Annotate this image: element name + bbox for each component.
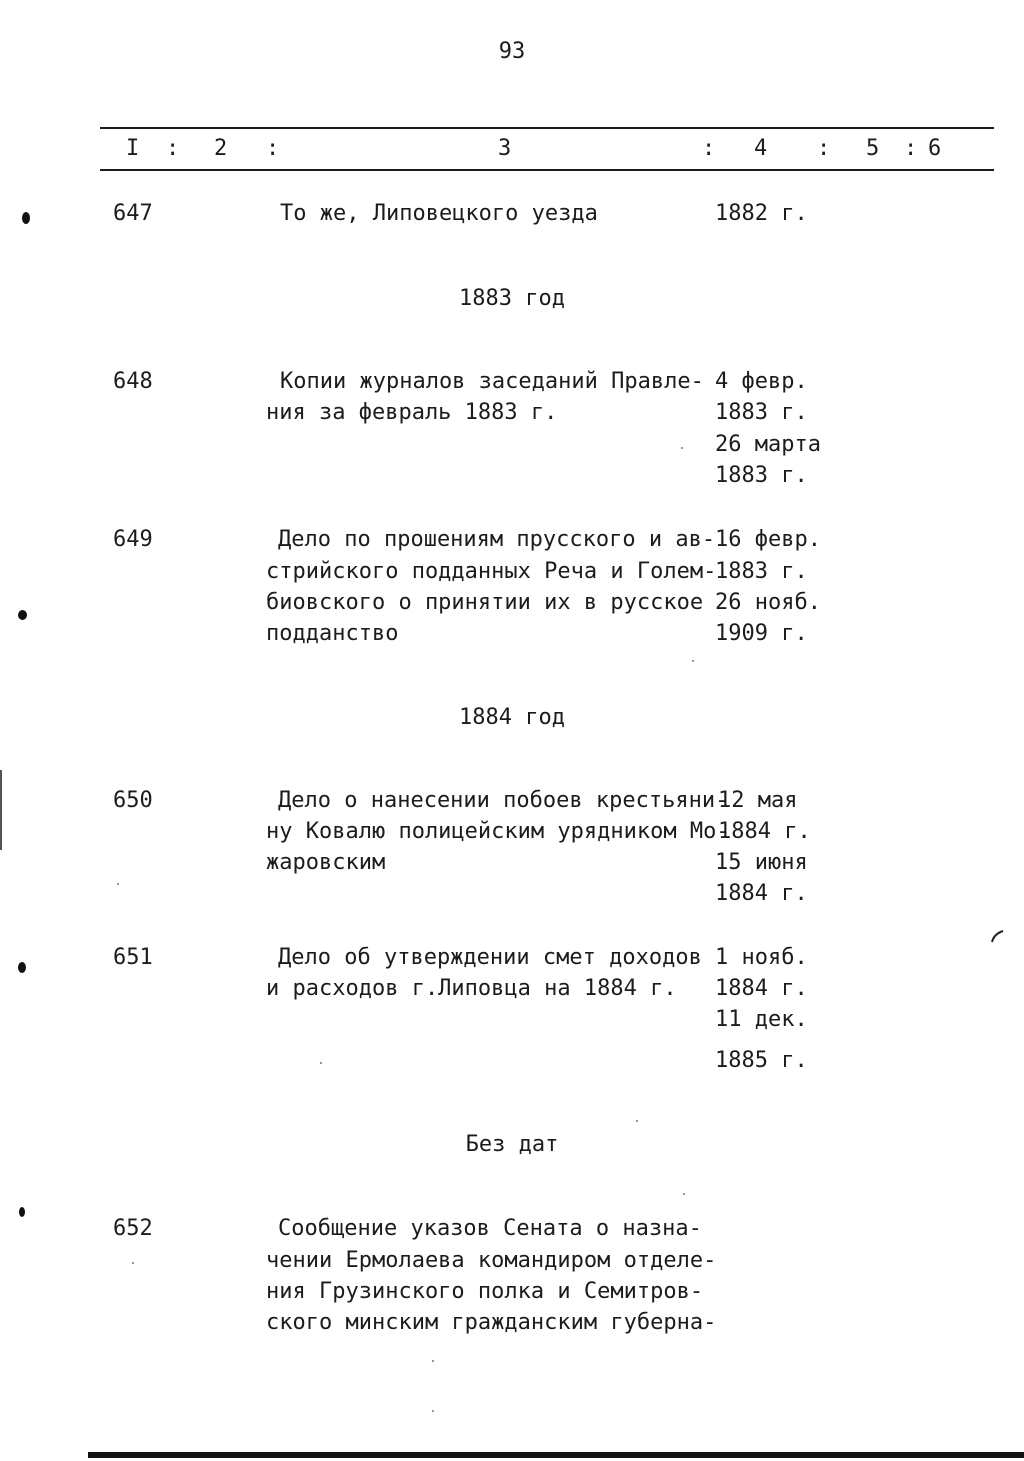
header-top-rule (100, 127, 994, 129)
record-date-line: 1884 г. (715, 976, 808, 1001)
record-description-line: Дело об утверждении смет доходов (278, 945, 702, 970)
record-description-line: чении Ермолаева командиром отделе- (266, 1248, 717, 1273)
record-description-line: Сообщение указов Сената о назна- (278, 1216, 702, 1241)
record-description-line: и расходов г.Липовца на 1884 г. (266, 976, 677, 1001)
column-header-3: 3 (498, 136, 512, 161)
record-description-line: То же, Липовецкого уезда (280, 201, 598, 226)
record-number: 650 (113, 788, 153, 813)
record-date-line: 1 нояб. (715, 945, 808, 970)
section-heading-undated: Без дат (465, 1132, 559, 1157)
bottom-edge-bar (88, 1452, 1024, 1458)
record-number: 648 (113, 369, 153, 394)
section-heading-1883: 1883 год (459, 286, 565, 311)
scan-speck (432, 1410, 434, 1412)
binder-hole-mark (19, 1207, 25, 1217)
record-description-line: ния за февраль 1883 г. (266, 400, 558, 425)
record-description-line: биовского о принятии их в русское (266, 590, 704, 615)
record-date-line: 4 февр. (715, 369, 808, 394)
record-date-line: 1883 г. (715, 463, 808, 488)
scan-speck (683, 1193, 685, 1195)
record-date-line: 15 июня (715, 850, 808, 875)
header-bottom-rule (100, 169, 994, 171)
record-date-line: 1884 г. (715, 881, 808, 906)
column-separator: : (166, 136, 180, 161)
record-description-line: ния Грузинского полка и Семитров- (266, 1279, 704, 1304)
page-number: 93 (498, 39, 526, 64)
record-description-line: Дело по прошениям прусского и ав- (278, 527, 716, 552)
record-date-line: 26 нояб. (715, 590, 821, 615)
record-number: 649 (113, 527, 153, 552)
binder-hole-mark (18, 610, 27, 620)
column-separator: : (702, 136, 716, 161)
record-date-line: 1909 г. (715, 621, 808, 646)
scan-speck (432, 1360, 434, 1362)
column-separator: : (266, 136, 280, 161)
scan-speck (692, 660, 694, 662)
column-header-2: 2 (214, 136, 228, 161)
scan-speck (681, 447, 683, 449)
scan-speck (320, 1062, 322, 1064)
record-description-line: Дело о нанесении побоев крестьяни- (278, 788, 729, 813)
record-description-line: стрийского подданных Реча и Голем- (266, 559, 717, 584)
column-header-4: 4 (754, 136, 768, 161)
record-number: 647 (113, 201, 153, 226)
record-date-line: 12 мая (718, 788, 798, 813)
record-date-line: 26 марта (715, 432, 821, 457)
column-separator: : (904, 136, 918, 161)
record-date-line: 1883 г. (715, 559, 808, 584)
record-date-line: 1884 г. (718, 819, 811, 844)
record-date-line: 11 дек. (715, 1007, 808, 1032)
binder-hole-mark (18, 962, 26, 973)
column-header-1: I (126, 136, 140, 161)
scan-speck (636, 1120, 638, 1122)
record-date-line: 1882 г. (715, 201, 808, 226)
record-number: 651 (113, 945, 153, 970)
record-description-line: жаровским (266, 850, 386, 875)
binder-hole-mark (22, 212, 30, 224)
column-header-5: 5 (866, 136, 880, 161)
column-header-6: 6 (928, 136, 942, 161)
record-date-line: 1883 г. (715, 400, 808, 425)
record-description-line: ну Ковалю полицейским урядником Мо- (266, 819, 730, 844)
section-heading-1884: 1884 год (459, 705, 565, 730)
left-edge-line (0, 770, 2, 850)
pen-stroke-mark (990, 928, 1006, 944)
scan-speck (132, 1262, 134, 1264)
scan-speck (117, 883, 119, 885)
record-description-line: подданство (266, 621, 399, 646)
record-number: 652 (113, 1216, 153, 1241)
record-description-line: ского минским гражданским губерна- (266, 1310, 717, 1335)
record-date-line: 1885 г. (715, 1048, 808, 1073)
record-date-line: 16 февр. (715, 527, 821, 552)
column-separator: : (817, 136, 831, 161)
record-description-line: Копии журналов заседаний Правле- (280, 369, 704, 394)
